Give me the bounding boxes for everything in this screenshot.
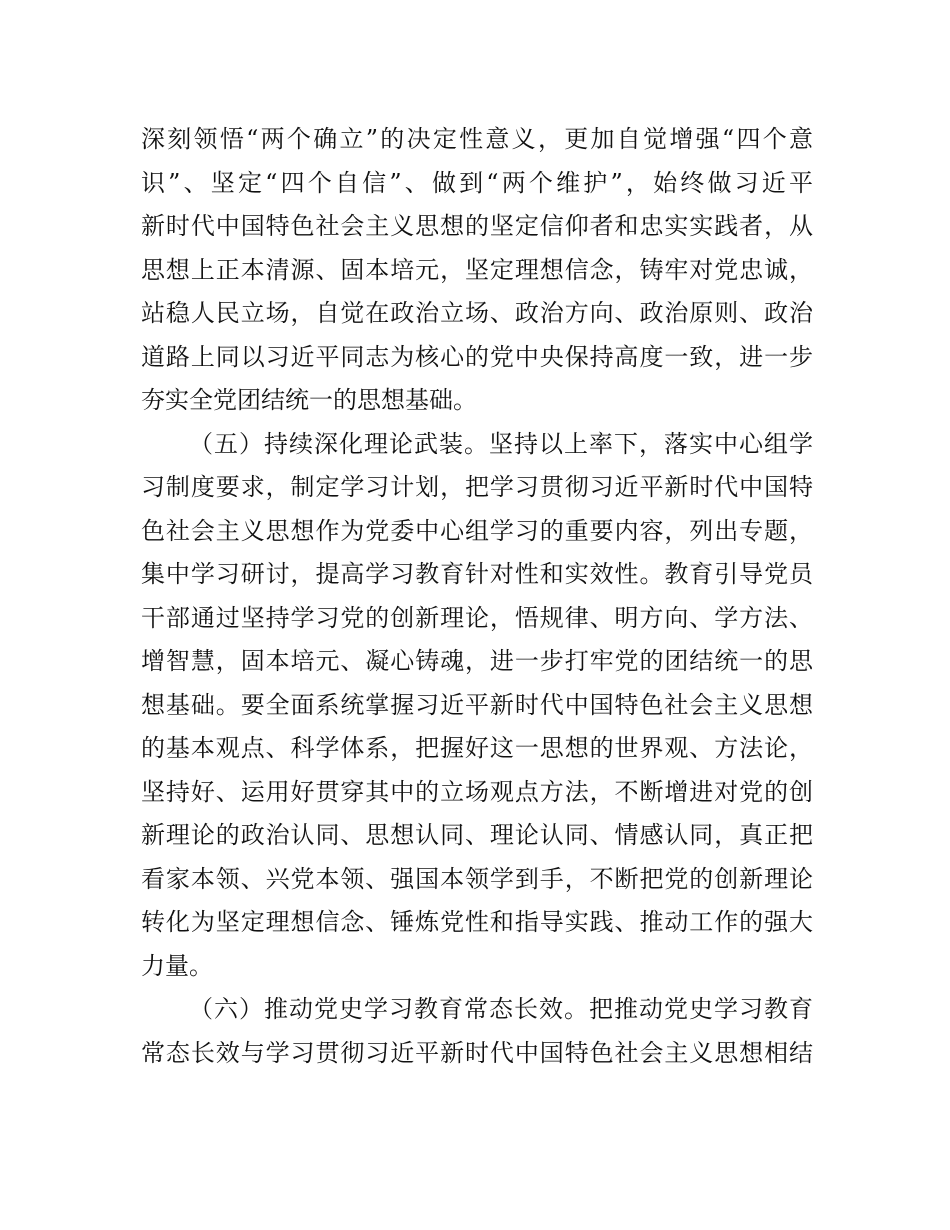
text-line: 新时代中国特色社会主义思想的坚定信仰者和忠实实践者，从 <box>141 212 813 240</box>
section-heading-line: （六）推动党史学习教育常态长效。把推动党史学习教育 <box>189 995 813 1023</box>
text-line: 思想上正本清源、固本培元，坚定理想信念，铸牢对党忠诚， <box>141 255 813 284</box>
text-line: 坚持好、运用好贯穿其中的立场观点方法，不断增进对党的创 <box>141 777 813 806</box>
body-text <box>141 118 813 1075</box>
text-line: 的基本观点、科学体系，把握好这一思想的世界观、方法论， <box>141 734 813 762</box>
text-line: 新理论的政治认同、思想认同、理论认同、情感认同，真正把 <box>141 821 813 849</box>
paragraph-1 <box>141 118 813 423</box>
text-line: 夯实全党团结统一的思想基础。 <box>141 386 477 414</box>
section-heading-line: （五）持续深化理论武装。坚持以上率下，落实中心组学 <box>189 429 813 458</box>
text-line: 干部通过坚持学习党的创新理论，悟规律、明方向、学方法、 <box>141 603 813 632</box>
text-line: 道路上同以习近平同志为核心的党中央保持高度一致，进一步 <box>141 342 813 371</box>
text-line: 深刻领悟“两个确立”的决定性意义，更加自觉增强“四个意 <box>141 125 813 153</box>
text-line: 习制度要求，制定学习计划，把学习贯彻习近平新时代中国特 <box>141 473 813 501</box>
text-line: 集中学习研讨，提高学习教育针对性和实效性。教育引导党员 <box>141 560 813 588</box>
text-line: 想基础。要全面系统掌握习近平新时代中国特色社会主义思想 <box>141 690 813 719</box>
text-line: 常态长效与学习贯彻习近平新时代中国特色社会主义思想相结 <box>141 1038 813 1067</box>
text-line: 站稳人民立场，自觉在政治立场、政治方向、政治原则、政治 <box>141 299 813 327</box>
text-line: 色社会主义思想作为党委中心组学习的重要内容，列出专题， <box>141 516 813 545</box>
text-line: 转化为坚定理想信念、锤炼党性和指导实践、推动工作的强大 <box>141 908 813 936</box>
text-line: 增智慧，固本培元、凝心铸魂，进一步打牢党的团结统一的思 <box>141 647 813 675</box>
text-line: 看家本领、兴党本领、强国本领学到手，不断把党的创新理论 <box>141 864 813 893</box>
paragraph-section-6 <box>141 988 813 1075</box>
paragraph-section-5 <box>141 423 813 989</box>
text-line: 力量。 <box>141 951 213 980</box>
text-line: 识”、坚定“四个自信”、做到“两个维护”，始终做习近平 <box>141 168 813 197</box>
